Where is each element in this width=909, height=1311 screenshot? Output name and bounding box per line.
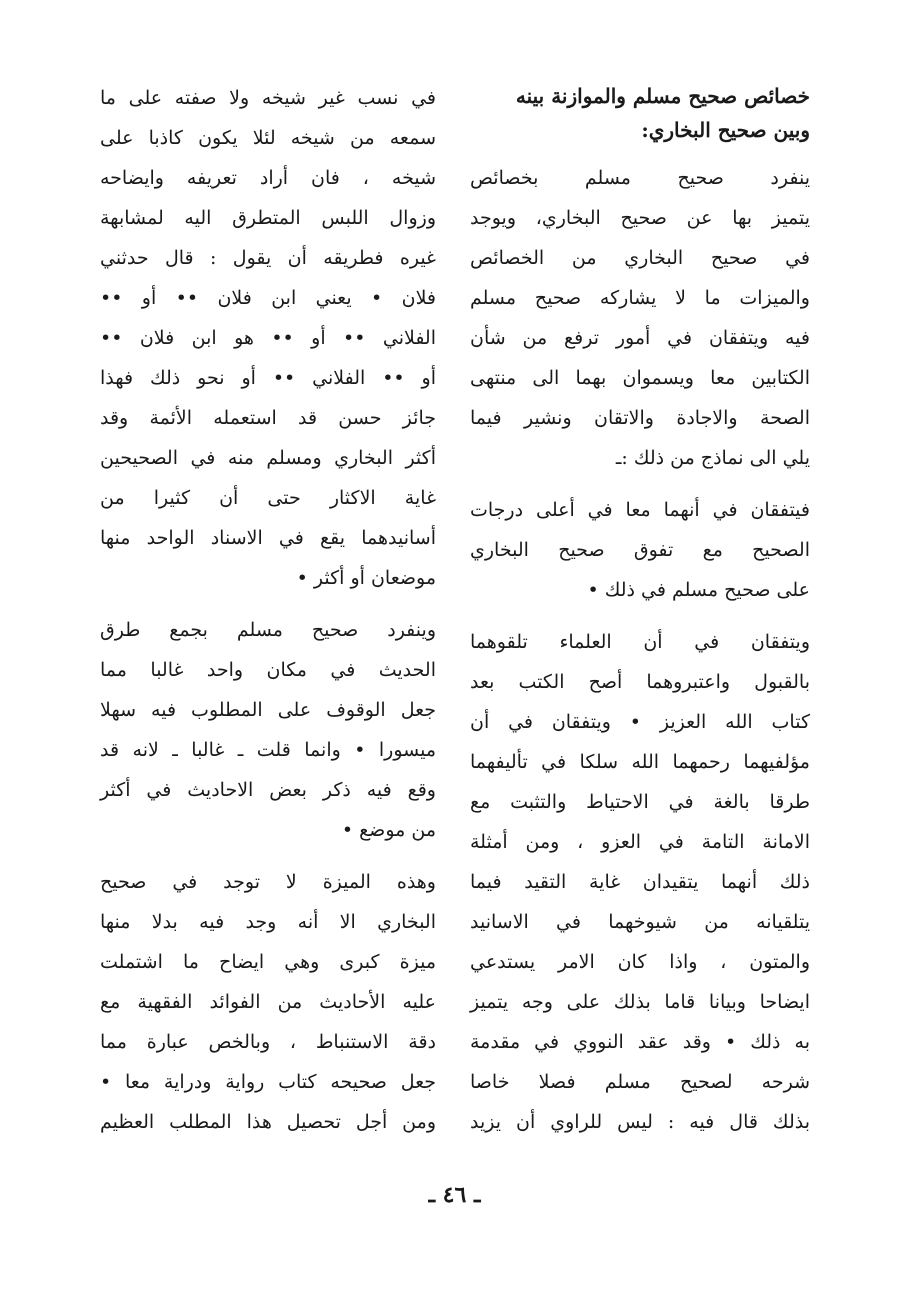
text-line: يتميز بها عن صحيح البخاري، ويوجد xyxy=(470,207,810,229)
text-line: جائز حسن قد استعمله الأئمة وقد xyxy=(100,407,436,429)
text-line: جعل صحيحه كتاب رواية ودراية معا • xyxy=(100,1071,436,1093)
text-line: وقع فيه ذكر بعض الاحاديث في أكثر xyxy=(100,779,436,801)
text-line: في صحيح البخاري من الخصائص xyxy=(470,247,810,269)
text-line: الفلاني •• أو •• هو ابن فلان •• xyxy=(100,327,436,349)
text-line: يتلقيانه من شيوخهما في الاسانيد xyxy=(470,911,810,933)
text-line: والمتون ، واذا كان الامر يستدعي xyxy=(470,951,810,973)
text-line: الكتابين معا ويسموان بهما الى منتهى xyxy=(470,367,810,389)
text-line: دقة الاستنباط ، وبالخص عبارة مما xyxy=(100,1031,436,1053)
text-line: كتاب الله العزيز • ويتفقان في أن xyxy=(470,711,810,733)
text-line: ينفرد صحيح مسلم بخصائص xyxy=(470,167,810,189)
text-line: ميسورا • وانما قلت ـ غالبا ـ لانه قد xyxy=(100,739,436,761)
text-line: أكثر البخاري ومسلم منه في الصحيحين xyxy=(100,447,436,469)
text-line: سمعه من شيخه لئلا يكون كاذبا على xyxy=(100,127,436,149)
text-line: الحديث في مكان واحد غالبا مما xyxy=(100,659,436,681)
text-line: موضعان أو أكثر • xyxy=(296,567,436,589)
text-line: الامانة التامة في العزو ، ومن أمثلة xyxy=(470,831,810,853)
section-heading-line-1: خصائص صحيح مسلم والموازنة بينه xyxy=(515,84,810,108)
section-heading-line-2: وبين صحيح البخاري: xyxy=(641,118,810,142)
text-line: عليه الأحاديث من الفوائد الفقهية مع xyxy=(100,991,436,1013)
text-line: والميزات ما لا يشاركه صحيح مسلم xyxy=(470,287,810,309)
text-line: مؤلفيهما رحمهما الله سلكا في تأليفهما xyxy=(470,751,810,773)
text-line: فيتفقان في أنهما معا في أعلى درجات xyxy=(470,499,810,521)
text-line: ومن أجل تحصيل هذا المطلب العظيم xyxy=(100,1111,436,1133)
text-line: بذلك قال فيه : ليس للراوي أن يزيد xyxy=(470,1111,810,1133)
page-number: ـ ٤٦ ـ xyxy=(428,1182,481,1208)
text-line: وينفرد صحيح مسلم بجمع طرق xyxy=(100,619,436,641)
text-line: ويتفقان في أن العلماء تلقوهما xyxy=(470,631,810,653)
text-line: شرحه لصحيح مسلم فصلا خاصا xyxy=(470,1071,810,1093)
text-line: بالقبول واعتبروهما أصح الكتب بعد xyxy=(470,671,810,693)
text-line: غيره فطريقه أن يقول : قال حدثني xyxy=(100,247,436,269)
text-line: على صحيح مسلم في ذلك • xyxy=(587,579,810,601)
text-line: يلي الى نماذج من ذلك :ـ xyxy=(615,447,810,469)
text-line: أو •• الفلاني •• أو نحو ذلك فهذا xyxy=(100,367,436,389)
text-line: من موضع • xyxy=(341,819,436,841)
text-line: وزوال اللبس المتطرق اليه لمشابهة xyxy=(100,207,436,229)
text-line: طرقا بالغة في الاحتياط والتثبت مع xyxy=(470,791,810,813)
text-line: البخاري الا أنه وجد فيه بدلا منها xyxy=(100,911,436,933)
text-line: أسانيدهما يقع في الاسناد الواحد منها xyxy=(100,527,436,549)
text-line: ذلك أنهما يتقيدان غاية التقيد فيما xyxy=(470,871,810,893)
text-line: فلان • يعني ابن فلان •• أو •• xyxy=(100,287,436,309)
text-line: فيه ويتفقان في أمور ترفع من شأن xyxy=(470,327,810,349)
text-line: الصحيح مع تفوق صحيح البخاري xyxy=(470,539,810,561)
text-line: وهذه الميزة لا توجد في صحيح xyxy=(100,871,436,893)
text-line: ايضاحا وبيانا قاما بذلك على وجه يتميز xyxy=(470,991,810,1013)
text-line: ميزة كبرى وهي ايضاح ما اشتملت xyxy=(100,951,436,973)
text-line: الصحة والاجادة والاتقان ونشير فيما xyxy=(470,407,810,429)
text-line: في نسب غير شيخه ولا صفته على ما xyxy=(100,87,436,109)
text-line: غاية الاكثار حتى أن كثيرا من xyxy=(100,487,436,509)
text-line: شيخه ، فان أراد تعريفه وايضاحه xyxy=(100,167,436,189)
text-line: به ذلك • وقد عقد النووي في مقدمة xyxy=(470,1031,810,1053)
text-line: جعل الوقوف على المطلوب فيه سهلا xyxy=(100,699,436,721)
